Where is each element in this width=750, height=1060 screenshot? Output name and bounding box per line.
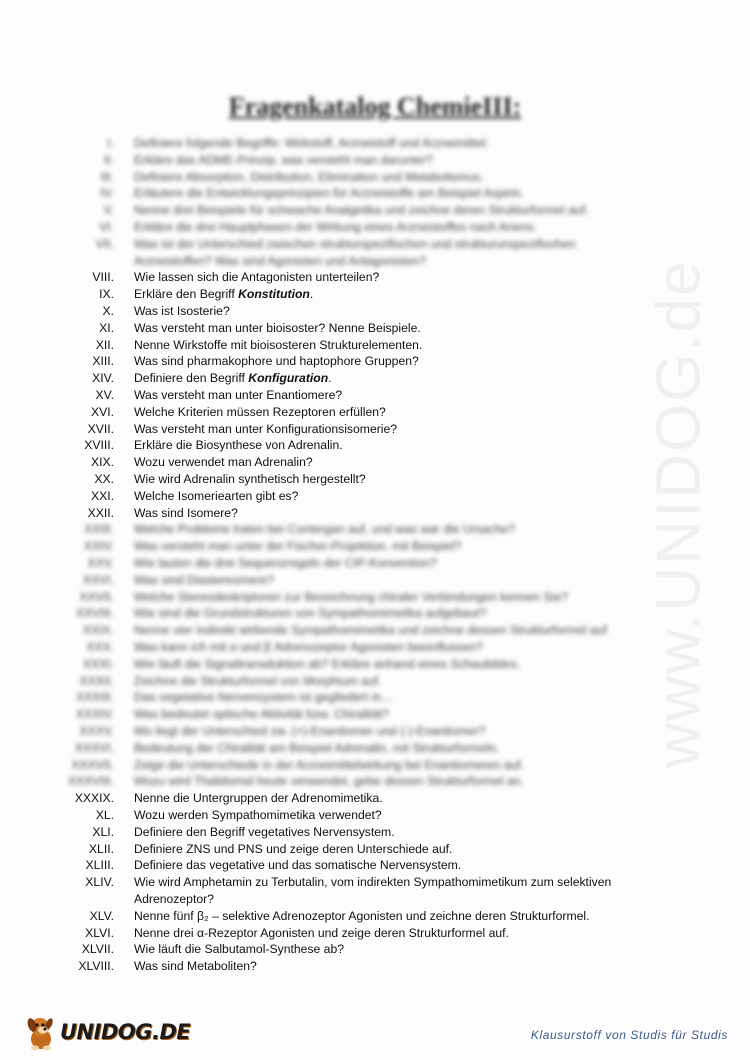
question-text-main: Nenne die Untergruppen der Adrenomimetika. — [134, 791, 383, 806]
question-text-main: Zeichne die Strukturformel von Morphium auf. — [134, 673, 382, 688]
question-text — [134, 521, 654, 538]
question-number: XXII. — [87, 505, 114, 520]
question-text — [134, 202, 654, 219]
question-text — [134, 286, 654, 303]
question-text-main: Was kann ich mit α und β Adrenozeptor Agonisten beeinflussen? — [134, 640, 483, 654]
question-text — [134, 572, 654, 589]
question-number: XIII. — [92, 354, 114, 369]
question-number: XV. — [95, 388, 114, 402]
question-text-main: Nenne drei α-Rezeptor Agonisten und zeige deren Strukturformel auf. — [134, 925, 509, 940]
question-text-main: Welche Probleme traten bei Contergan auf, und was war die Ursache? — [134, 522, 516, 537]
question-text — [134, 740, 654, 757]
question-text — [134, 185, 654, 202]
question-text-main: Bedeutung der Chiralität am Beispiel Adrenalin, mit Strukturformeln. — [134, 740, 500, 755]
question-text — [134, 404, 654, 421]
question-number: XVIII. — [84, 438, 114, 453]
question-text — [134, 925, 654, 942]
question-number: XIV. — [92, 371, 114, 386]
question-number: XLVI. — [85, 925, 114, 940]
question-number: XXXIII. — [76, 690, 114, 705]
question-text — [134, 941, 654, 958]
question-number: XIX. — [90, 455, 114, 470]
question-number: XXXVI. — [74, 740, 114, 755]
document-title: Fragenkatalog ChemieIII: — [228, 92, 522, 121]
question-number: XXXV. — [79, 724, 114, 738]
question-number: XLVIII. — [78, 959, 114, 974]
watermark-text: www.UNIDOG.de — [644, 258, 714, 768]
question-text-main: Wie läuft die Salbutamol-Synthese ab? — [134, 942, 345, 957]
question-text — [134, 622, 654, 639]
question-text-main: Nenne Wirkstoffe mit bioisosteren Strukturelementen. — [134, 337, 423, 352]
question-number: XXXII. — [79, 673, 114, 688]
question-text-main: Wie lassen sich die Antagonisten unterteilen? — [134, 270, 380, 285]
question-text — [134, 807, 654, 824]
question-text-main: Zeige die Unterschiede in der Arzneimittelwirkung bei Enantiomeren auf. — [134, 757, 525, 772]
question-number: IX. — [99, 287, 114, 302]
question-text — [134, 337, 654, 354]
question-number: XXXI. — [82, 656, 114, 671]
question-text — [134, 135, 654, 152]
question-text — [134, 471, 654, 488]
question-text-main: Was ist Isosterie? — [134, 304, 230, 318]
question-text — [134, 824, 654, 841]
question-text-main: Wie läuft die Signaltransduktion ab? Erkläre anhand eines Schaubildes. — [134, 656, 521, 671]
question-text — [134, 421, 654, 438]
question-text-main: Wo liegt der Unterschied zw. (+)-Enantiomer und (-)-Enantiomer? — [134, 724, 486, 738]
question-text-main: Das vegetative Nervensystem ist gegliedert in… — [134, 690, 394, 705]
question-number: XXXVII. — [71, 757, 114, 772]
logo — [24, 1012, 190, 1052]
question-text — [134, 269, 654, 286]
question-text — [134, 555, 654, 572]
question-number: II. — [103, 152, 114, 167]
question-text — [134, 723, 654, 740]
question-number: XXVIII. — [76, 606, 114, 621]
question-number: XXV. — [87, 556, 114, 570]
question-text-main: Was versteht man unter der Fischer-Projektion, mit Beispiel? — [134, 539, 462, 554]
question-number: XXXIX. — [74, 791, 114, 806]
question-number: XLIV. — [85, 875, 114, 890]
question-number: XX. — [94, 472, 114, 486]
question-text-main: Erläutere die Entwicklungsprinzipien für Arzneistoffe am Beispiel Aspirin. — [134, 186, 524, 201]
question-number: VI. — [99, 220, 114, 234]
logo-text: UNIDOG.DE — [60, 1020, 191, 1044]
question-text-main: Definiere den Begriff vegetatives Nervensystem. — [134, 824, 395, 839]
question-text-main: Nenne fünf β₂ – selektive Adrenozeptor Agonisten und zeichne deren Strukturformel. — [134, 908, 590, 923]
question-text-main: Definiere ZNS und PNS und zeige deren Unterschiede auf. — [134, 841, 453, 856]
question-number: XXXIV. — [75, 707, 114, 722]
question-text — [134, 152, 654, 169]
question-number: XXIX. — [82, 623, 114, 638]
question-text — [134, 639, 654, 656]
question-number: XL. — [95, 808, 114, 822]
question-text — [134, 353, 654, 370]
question-text — [134, 874, 654, 908]
question-text-main: Wozu wird Thalidomid heute verwendet, gebe dessen Strukturformel an. — [134, 774, 524, 789]
question-text — [134, 169, 654, 186]
question-text-main: Was bedeutet optische Aktivität bzw. Chiralität? — [134, 707, 389, 722]
question-text — [134, 437, 654, 454]
question-text-main: Definiere folgende Begriffe: Wirkstoff, Arzneistoff und Arzneimittel. — [134, 136, 489, 150]
dog-mascot-icon — [24, 1013, 58, 1051]
question-number: XLII. — [88, 841, 114, 856]
question-number: XII. — [95, 337, 114, 352]
question-text-main: Was versteht man unter bioisoster? Nenne Beispiele. — [134, 320, 421, 335]
question-number: XLI. — [92, 824, 114, 839]
question-text-main: Welche Kriterien müssen Rezeptoren erfüllen? — [134, 404, 386, 419]
question-text-main: Definiere den Begriff — [134, 371, 249, 386]
question-text-main: Wie wird Adrenalin synthetisch hergestellt? — [134, 472, 366, 486]
question-text — [134, 387, 654, 404]
question-number: XLIII. — [85, 858, 114, 873]
question-text-main: Wozu werden Sympathomimetika verwendet? — [134, 808, 382, 822]
question-text-main: Was sind Metaboliten? — [134, 959, 257, 974]
question-text-main: Wozu verwendet man Adrenalin? — [134, 455, 313, 470]
footer-tagline: Klausurstoff von Studis für Studis — [530, 1028, 728, 1042]
question-text — [134, 706, 654, 723]
question-text-main: Erkläre das ADME-Prinzip, was versteht man darunter? — [134, 152, 433, 167]
question-number: V. — [103, 203, 114, 218]
question-text — [134, 538, 654, 555]
question-text-main: Erkläre den Begriff — [134, 287, 239, 302]
question-text-main: Welche Stereodeskriptoren zur Bezeichnung chiraler Verbindungen kennen Sie? — [134, 589, 569, 604]
question-text — [134, 488, 654, 505]
question-number: IV. — [100, 186, 114, 201]
question-text-main: Was sind Isomere? — [134, 505, 238, 520]
question-text — [134, 689, 654, 706]
question-number: III. — [100, 169, 114, 184]
question-text — [134, 236, 654, 270]
question-text-main: Wie wird Amphetamin zu Terbutalin, vom indirekten Sympathomimetikum zum selektiven Adrenozeptor? — [134, 875, 612, 906]
question-text-main: Erkläre die Biosynthese von Adrenalin. — [134, 438, 343, 453]
question-text — [134, 673, 654, 690]
question-number: XXI. — [90, 488, 114, 503]
question-number: XVI. — [90, 404, 114, 419]
question-text-main: Nenne drei Beispiele für schwache Analgetika und zeichne deren Strukturformel auf. — [134, 203, 589, 218]
question-text-main: Nenne vier indirekt wirkende Sympathomimetika und zeichne dessen Strukturformel auf — [134, 623, 607, 638]
question-text-main: Was versteht man unter Enantiomere? — [134, 388, 343, 402]
question-text-main: Definiere Absorption, Distribution, Elimination und Metabolismus. — [134, 169, 484, 184]
question-number: XXVI. — [82, 572, 114, 587]
question-text — [134, 790, 654, 807]
question-number: XXX. — [86, 640, 114, 654]
question-text-main: Was ist der Unterschied zwischen strukturspezifischen und strukturunspezifischen Arzneistoffen? Was sind Agonisten und Antagonisten? — [134, 236, 576, 268]
question-text-main: Was sind pharmakophore und haptophore Gruppen? — [134, 354, 419, 369]
question-number: XXIV. — [83, 539, 114, 554]
question-number: X. — [102, 304, 114, 318]
question-number: XVII. — [87, 421, 114, 436]
question-number: XXVII. — [79, 589, 114, 604]
question-text-emphasis: Konstitution — [238, 287, 310, 302]
question-text-main: Erkläre die drei Hauptphasen der Wirkung eines Arzneistoffes nach Ariens. — [134, 220, 537, 234]
question-number: XXXVIII. — [67, 774, 114, 789]
question-text-main: Welche Isomeriearten gibt es? — [134, 488, 299, 503]
question-text — [134, 505, 654, 522]
question-text — [134, 656, 654, 673]
question-text — [134, 908, 654, 925]
question-text-main: Wie sind die Grundstrukturen von Sympathomimetika aufgebaut? — [134, 606, 487, 621]
question-text — [134, 303, 654, 320]
question-number: XI. — [99, 320, 114, 335]
question-text — [134, 454, 654, 471]
question-text — [134, 773, 654, 790]
question-number: XXIII. — [84, 522, 114, 537]
question-text-tail: . — [328, 371, 332, 386]
question-text-main: Was versteht man unter Konfigurationsisomerie? — [134, 421, 398, 436]
question-text — [134, 589, 654, 606]
question-number: VII. — [95, 236, 114, 251]
question-text — [134, 370, 654, 387]
question-number: I. — [107, 136, 114, 150]
question-text-tail: . — [309, 287, 314, 302]
question-text — [134, 857, 654, 874]
question-text-main: Wie lauten die drei Sequenzregeln der CIP-Konvention? — [134, 556, 437, 570]
question-number: VIII. — [92, 270, 114, 285]
question-text-emphasis: Konfiguration — [248, 371, 329, 386]
question-text — [134, 757, 654, 774]
question-number: XLVII. — [81, 942, 114, 957]
question-text-main: Was sind Diastereomere? — [134, 572, 274, 587]
question-text — [134, 219, 654, 236]
question-text — [134, 841, 654, 858]
question-text — [134, 605, 654, 622]
question-text — [134, 958, 654, 975]
question-text — [134, 320, 654, 337]
question-text-main: Definiere das vegetative und das somatische Nervensystem. — [134, 858, 462, 873]
question-number: XLV. — [89, 908, 114, 923]
